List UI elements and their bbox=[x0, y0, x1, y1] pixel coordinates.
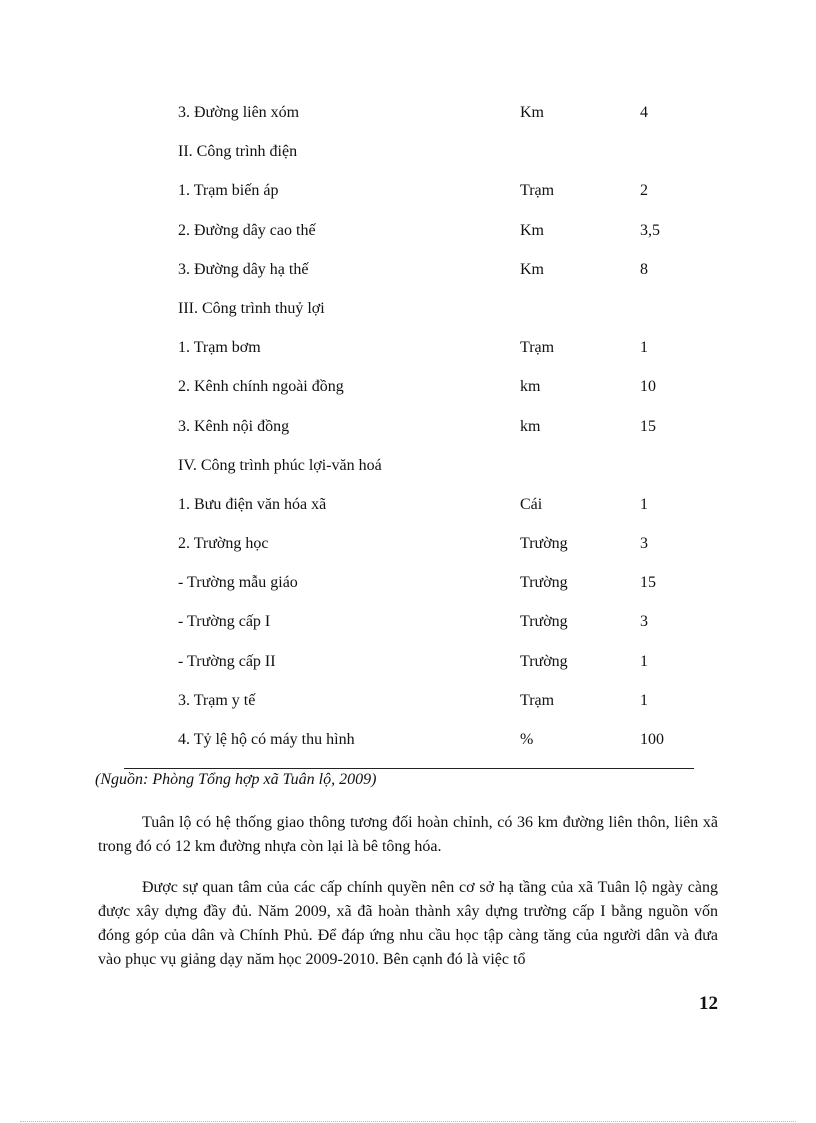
body-paragraph: Tuân lộ có hệ thống giao thông tương đối hoàn chỉnh, có 36 km đường liên thôn, liên xã trong đó có 12 km đường nhựa còn lại là bê tông hóa. bbox=[98, 814, 718, 855]
row-label: 1. Bưu điện văn hóa xã bbox=[178, 495, 327, 513]
row-unit: Km bbox=[520, 260, 544, 278]
row-value: 1 bbox=[640, 495, 648, 513]
row-label: 3. Kênh nội đồng bbox=[178, 417, 290, 435]
row-unit: Km bbox=[520, 221, 544, 239]
table-row bbox=[178, 647, 698, 686]
table-row bbox=[178, 607, 698, 646]
table-row bbox=[178, 412, 698, 451]
table-row bbox=[178, 333, 698, 372]
row-label: 2. Kênh chính ngoài đồng bbox=[178, 378, 344, 396]
row-value: 100 bbox=[640, 731, 664, 748]
row-value: 15 bbox=[640, 417, 656, 435]
row-value: 1 bbox=[640, 652, 648, 670]
row-label: - Trường cấp I bbox=[178, 613, 271, 631]
row-label: IV. Công trình phúc lợi-văn hoá bbox=[178, 456, 382, 474]
row-value: 3 bbox=[640, 535, 648, 553]
table-row bbox=[178, 255, 698, 294]
table-row bbox=[178, 372, 698, 411]
row-value: 4 bbox=[640, 104, 648, 121]
row-unit: Trường bbox=[520, 613, 568, 631]
table-row bbox=[178, 98, 698, 137]
row-unit: km bbox=[520, 417, 541, 435]
row-unit: Trạm bbox=[520, 691, 555, 709]
row-value: 3,5 bbox=[640, 221, 660, 239]
row-label: 1. Trạm bơm bbox=[178, 339, 261, 357]
infrastructure-table bbox=[178, 98, 698, 764]
row-label: 2. Đường dây cao thế bbox=[178, 221, 316, 239]
row-label: - Trường cấp II bbox=[178, 652, 276, 670]
table-row bbox=[178, 451, 698, 490]
row-label: - Trường mẫu giáo bbox=[178, 574, 298, 592]
row-label: 3. Đường dây hạ thế bbox=[178, 260, 309, 278]
row-value: 10 bbox=[640, 378, 656, 396]
row-label: 3. Trạm y tế bbox=[178, 691, 256, 709]
row-value: 8 bbox=[640, 260, 648, 278]
table-row bbox=[178, 568, 698, 607]
table-row bbox=[178, 725, 698, 764]
table-row bbox=[178, 490, 698, 529]
row-unit: Km bbox=[520, 104, 544, 121]
row-value: 1 bbox=[640, 691, 648, 709]
table-row bbox=[178, 216, 698, 255]
row-unit: % bbox=[520, 731, 534, 748]
page-bottom-dotted-rule bbox=[20, 1121, 796, 1122]
row-unit: Cái bbox=[520, 495, 543, 513]
row-label: 4. Tỷ lệ hộ có máy thu hình bbox=[178, 731, 355, 748]
row-unit: Trạm bbox=[520, 182, 555, 200]
table-row bbox=[178, 529, 698, 568]
table-row bbox=[178, 686, 698, 725]
table-row bbox=[178, 176, 698, 215]
table-row bbox=[178, 137, 698, 176]
row-label: 2. Trường học bbox=[178, 535, 269, 553]
table-source-note: (Nguồn: Phòng Tổng hợp xã Tuân lộ, 2009) bbox=[95, 771, 377, 788]
row-value: 3 bbox=[640, 613, 648, 631]
row-value: 1 bbox=[640, 339, 648, 357]
row-value: 15 bbox=[640, 574, 656, 592]
row-unit: Trường bbox=[520, 652, 568, 670]
table-row bbox=[178, 294, 698, 333]
table-bottom-rule bbox=[124, 768, 694, 769]
row-unit: Trạm bbox=[520, 339, 555, 357]
row-unit: Trường bbox=[520, 574, 568, 592]
row-unit: km bbox=[520, 378, 541, 396]
row-unit: Trường bbox=[520, 535, 568, 553]
page-number: 12 bbox=[699, 993, 718, 1014]
row-label: II. Công trình điện bbox=[178, 143, 298, 161]
row-label: III. Công trình thuỷ lợi bbox=[178, 299, 325, 317]
row-value: 2 bbox=[640, 182, 648, 200]
row-label: 3. Đường liên xóm bbox=[178, 104, 300, 121]
row-label: 1. Trạm biến áp bbox=[178, 182, 279, 200]
body-paragraph: Được sự quan tâm của các cấp chính quyền nên cơ sở hạ tầng của xã Tuân lộ ngày càng được xây dựng đầy đủ. Năm 2009, xã đã hoàn thành xây dựng trường cấp I bằng nguồn vốn đóng góp của dân và Chính Phủ. Để đáp ứng nhu cầu học tập càng tăng của người dân và đưa vào phục vụ giảng dạy năm học 2009-2010. Bên cạnh đó là việc tổ bbox=[98, 879, 718, 968]
